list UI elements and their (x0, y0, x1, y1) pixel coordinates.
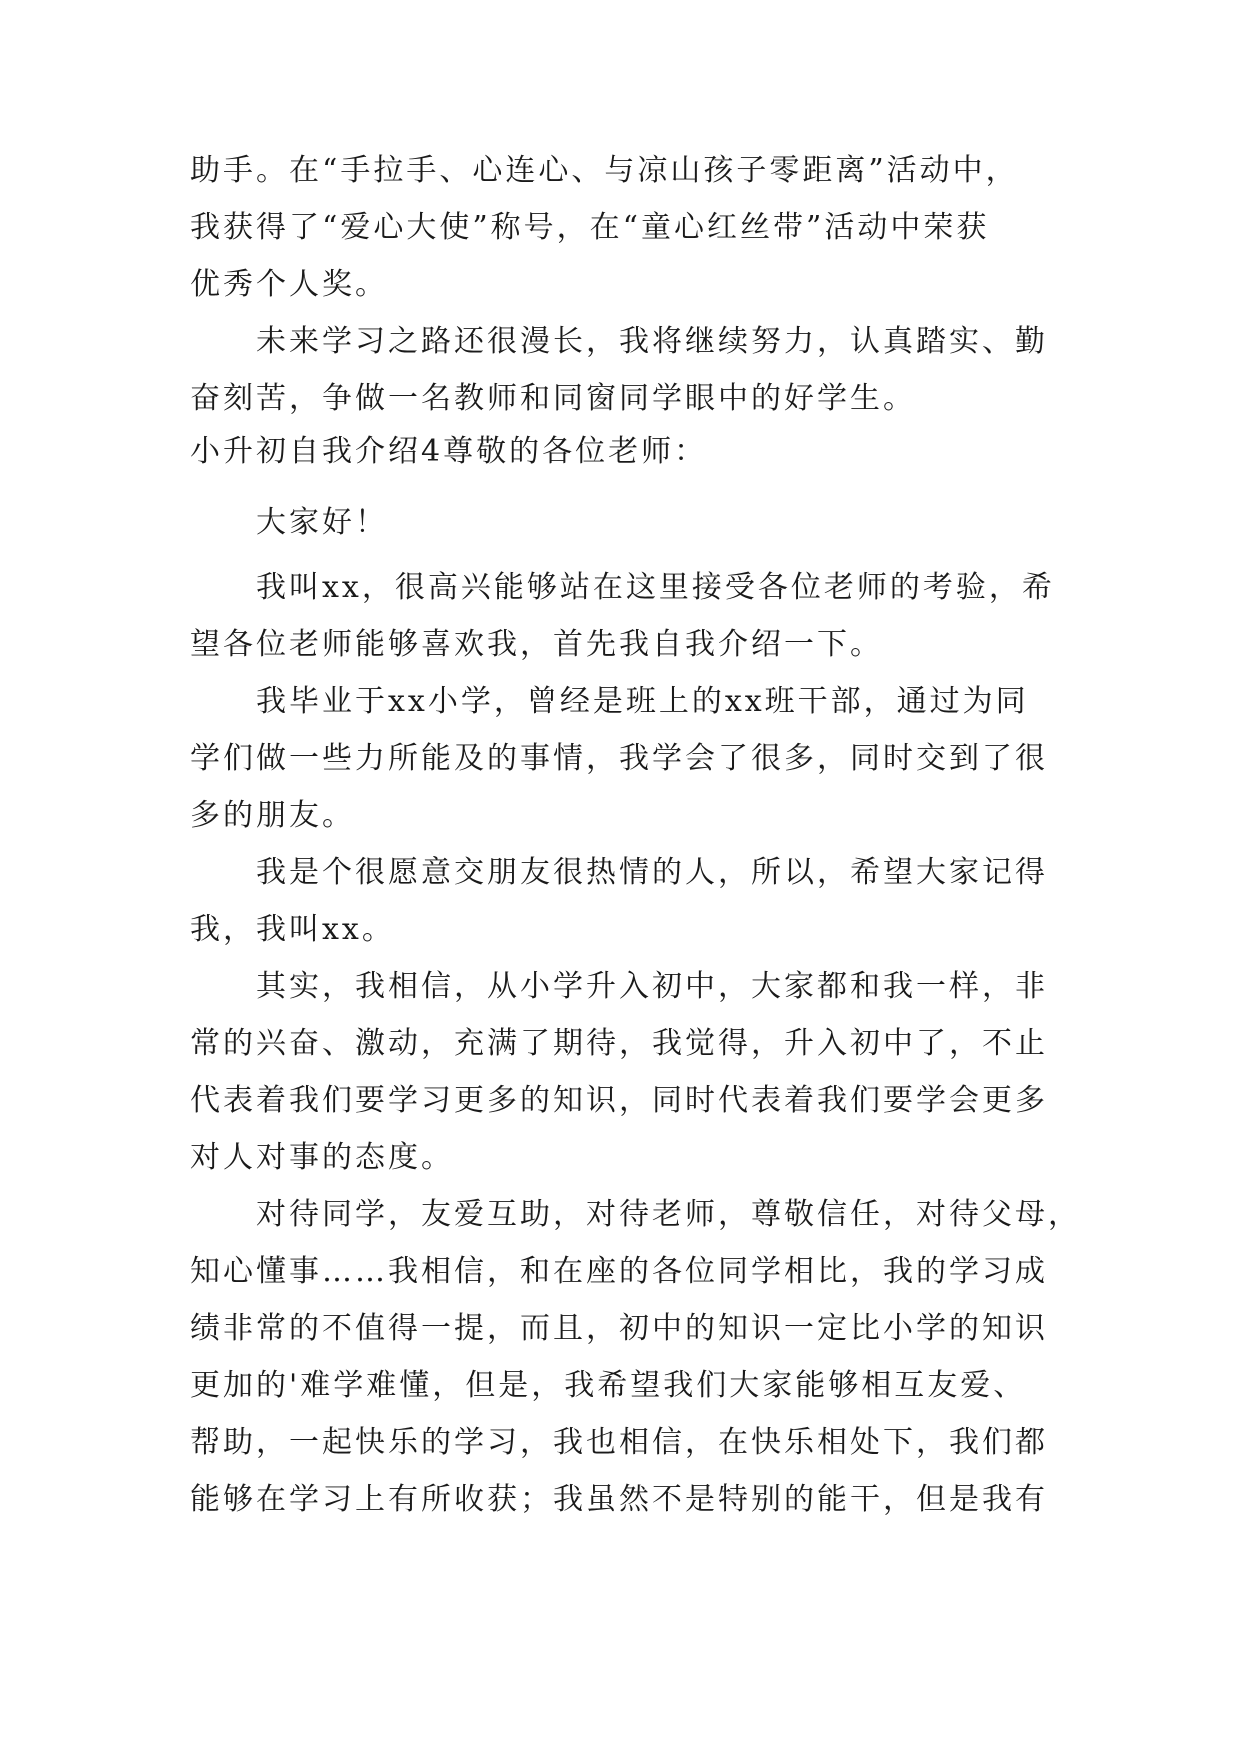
text-line: 对人对事的态度。 (190, 1140, 454, 1175)
text-line: 望各位老师能够喜欢我，首先我自我介绍一下。 (190, 627, 883, 662)
text-line: 我是个很愿意交朋友很热情的人，所以，希望大家记得 (256, 855, 1048, 890)
text-line: 绩非常的不值得一提，而且，初中的知识一定比小学的知识 (190, 1311, 1048, 1346)
text-line: 我毕业于xx小学，曾经是班上的xx班干部，通过为同 (256, 684, 1029, 719)
text-line: 优秀个人奖。 (190, 267, 388, 302)
text-line: 我获得了“爱心大使”称号，在“童心红丝带”活动中荣获 (190, 210, 990, 245)
text-line: 奋刻苦，争做一名教师和同窗同学眼中的好学生。 (190, 381, 916, 416)
text-line: 助手。在“手拉手、心连心、与凉山孩子零距离”活动中， (190, 153, 1019, 188)
text-line: 多的朋友。 (190, 798, 355, 833)
text-line: 学们做一些力所能及的事情，我学会了很多，同时交到了很 (190, 741, 1048, 776)
text-line: 常的兴奋、激动，充满了期待，我觉得，升入初中了，不止 (190, 1026, 1048, 1061)
section-heading: 小升初自我介绍4尊敬的各位老师： (190, 434, 708, 469)
text-line: 我，我叫xx。 (190, 912, 395, 947)
text-line: 能够在学习上有所收获；我虽然不是特别的能干，但是我有 (190, 1482, 1048, 1517)
text-line: 其实，我相信，从小学升入初中，大家都和我一样，非 (256, 969, 1048, 1004)
text-line: 帮助，一起快乐的学习，我也相信，在快乐相处下，我们都 (190, 1425, 1048, 1460)
text-line: 我叫xx，很高兴能够站在这里接受各位老师的考验，希 (256, 570, 1055, 605)
text-line: 知心懂事……我相信，和在座的各位同学相比，我的学习成 (190, 1254, 1048, 1289)
text-line: 对待同学，友爱互助，对待老师，尊敬信任，对待父母， (256, 1197, 1081, 1232)
text-line: 未来学习之路还很漫长，我将继续努力，认真踏实、勤 (256, 324, 1048, 359)
text-line: 大家好！ (256, 505, 388, 540)
text-line: 代表着我们要学习更多的知识，同时代表着我们要学会更多 (190, 1083, 1048, 1118)
text-line: 更加的'难学难懂，但是，我希望我们大家能够相互友爱、 (190, 1368, 1027, 1403)
